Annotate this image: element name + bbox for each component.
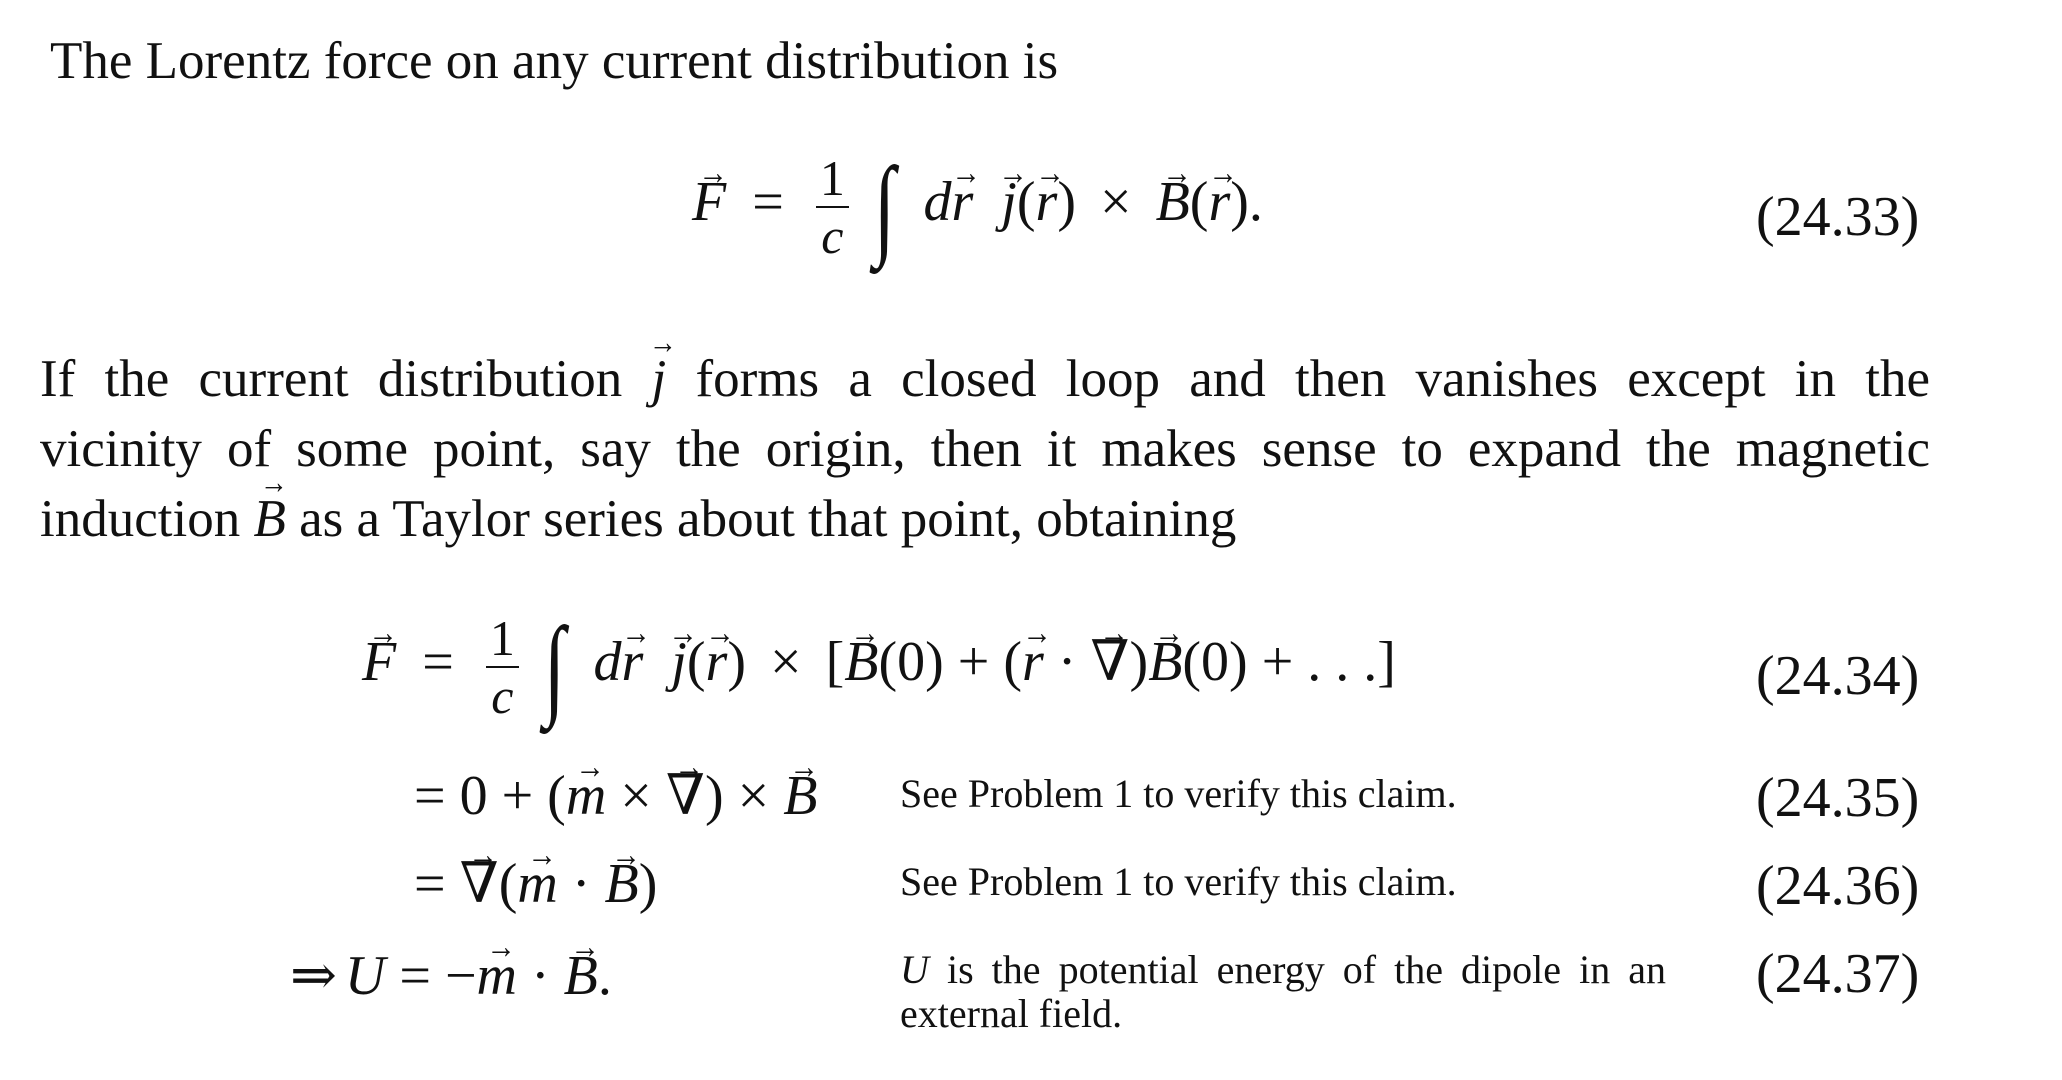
intro-text: The Lorentz force on any current distribution is [50,32,1059,90]
equation-24-35: = 0 + (→ m × → ∇) × → B [414,768,817,824]
paragraph-line-3: induction → B as a Taylor series about that point, obtaining [40,484,1930,554]
vector-B: → B [253,484,285,554]
vector-m: → m [477,948,517,1004]
equation-number-24-33: (24.33) [1756,186,1920,248]
equation-24-37: ⇒ U = −→ m · → B. [290,948,612,1004]
vector-F: → F [362,634,396,690]
vector-j: → j [1001,174,1017,230]
vector-m: → m [517,856,557,912]
nabla-symbol: → ∇ [1090,634,1129,690]
fraction-one-over-c: $\frac{1}{c}$ [486,610,519,724]
vector-B: → B [783,768,817,824]
implies-arrow: ⇒ [290,945,337,1007]
equation-24-36: = → ∇(→ m · → B) [414,856,657,912]
equation-number-24-37: (24.37) [1756,943,1920,1005]
nabla-symbol: → ∇ [460,856,499,912]
comment-24-35: See Problem 1 to verify this claim. [900,771,1457,816]
equation-24-34: → F = $\frac{1}{c}$ ∫ d→ r → j(→ r) × [→ B(0) + (→ r · → ∇)→ B(0) + . . .] [362,610,1396,724]
comment-24-37: U is the potential energy of the dipole in an external field. [900,947,1667,1036]
comment-24-36: See Problem 1 to verify this claim. [900,859,1457,904]
vector-B: → B [564,948,598,1004]
equation-number-24-35: (24.35) [1756,767,1920,829]
paragraph-line-1: If the current distribution → j forms a closed loop and then vanishes except in the [40,344,1930,414]
integral-sign: ∫ [873,145,895,269]
fraction-one-over-c: $\frac{1}{c}$ [816,150,849,264]
vector-j: → j [652,344,667,414]
vector-B: → B [1156,174,1190,230]
equals-sign: = [752,170,784,233]
integral-sign: ∫ [543,605,565,729]
nabla-symbol: → ∇ [666,768,705,824]
equation-24-33: → F = $\frac{1}{c}$ ∫ d→ r → j(→ r) × → B(→ r). [692,150,1263,264]
vector-m: → m [566,768,606,824]
vector-j: → j [671,634,687,690]
equation-number-24-36: (24.36) [1756,855,1920,917]
paragraph-text [40,344,1930,554]
vector-F: → F [692,174,726,230]
paragraph-line-2: vicinity of some point, say the origin, then it makes sense to expand the magnetic [40,420,1930,478]
vector-B: → B [604,856,638,912]
equation-number-24-34: (24.34) [1756,645,1920,707]
